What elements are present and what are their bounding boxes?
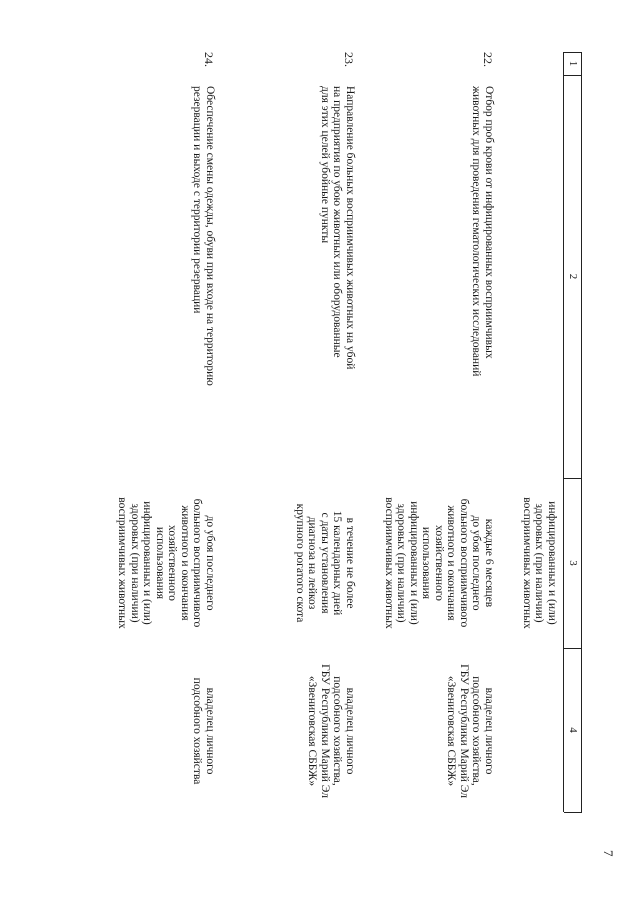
row-24-term: до убоя последнего больного восприимчивого животного и окончания хозяйственного использования инфицированных и (или) здоровых (при наличии) восприимчивых животных bbox=[116, 497, 216, 629]
row-24-responsible: владелец личного подсобного хозяйства bbox=[191, 677, 216, 785]
row-22-term: каждые 6 месяцев до убоя последнего больного восприимчивого животного и окончания хозяйственного использования инфицированных и (или) здоровых (при наличии) восприимчивых животных bbox=[383, 497, 495, 629]
col-header-3: 3 bbox=[567, 560, 579, 566]
row-22-measure: Отбор проб крови от инфицированных восприимчивых животных для проведения гематологических исследований bbox=[470, 86, 495, 377]
page-number: 7 bbox=[601, 850, 616, 857]
col-header-1: 1 bbox=[567, 60, 579, 67]
row-23-number: 23. bbox=[342, 52, 356, 67]
row-23-responsible: владелец личного подсобного хозяйства, ГБУ Республики Марий Эл «Звениговская СББЖ» bbox=[306, 664, 356, 798]
col-header-4: 4 bbox=[567, 727, 579, 733]
table-top-border bbox=[581, 52, 582, 812]
col-border-4 bbox=[564, 812, 582, 813]
row-23-measure: Направление больных восприимчивых животных на убой на предприятия по убою животных или оборудованные для этих целей убойные пункты bbox=[319, 86, 356, 370]
row-22-number: 22. bbox=[481, 52, 495, 67]
col-header-2: 2 bbox=[567, 273, 579, 280]
row-23-term: в течение не более 15 календарных дней с даты установления диагноза на лейкоз крупного рогатого скота bbox=[294, 503, 356, 623]
header-bottom-border bbox=[563, 52, 564, 812]
continuation-text: инфицированных и (или) здоровых (при наличии) восприимчивых животных bbox=[521, 497, 558, 629]
row-22-responsible: владелец личного подсобного хозяйства, ГБУ Республики Марий Эл «Звениговская СББЖ» bbox=[445, 664, 495, 798]
row-24-number: 24. bbox=[202, 52, 216, 67]
row-24-measure: Обеспечение смены одежды, обуви при входе на территорию резервации и выходе с территории резервации bbox=[191, 86, 216, 386]
